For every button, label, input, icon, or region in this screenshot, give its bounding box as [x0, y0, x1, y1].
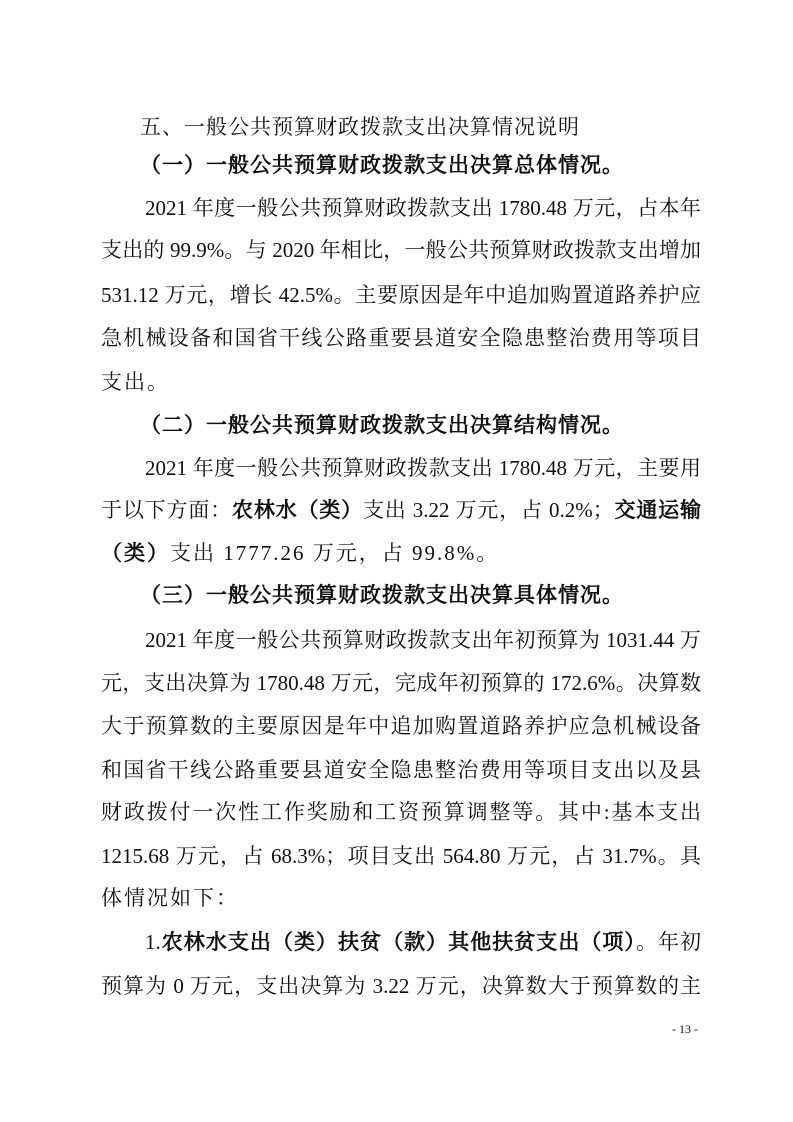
section-heading [140, 152, 624, 178]
bold-text: 农林水支出（类）扶贫（款）其他扶贫支出（项） [160, 930, 636, 954]
section-heading [140, 114, 580, 140]
text: 1215.68 万元，占 68.3%；项目支出 564.80 万元，占 31.7%。具 [101, 844, 701, 868]
paragraph-line [101, 973, 701, 999]
text: （二）一般公共预算财政拨款支出决算结构情况。 [140, 413, 624, 437]
text: 531.12 万元，增长 42.5%。主要原因是年中追加购置道路养护应 [101, 283, 701, 307]
paragraph-line [101, 325, 701, 351]
text: 急机械设备和国省干线公路重要县道安全隐患整治费用等项目 [101, 326, 701, 350]
bold-text: 交通运输 [613, 498, 702, 522]
text: 。年初 [635, 930, 702, 954]
paragraph-line [101, 757, 701, 783]
text: 支出 1777.26 万元，占 99.8%。 [170, 541, 500, 565]
paragraph-line [101, 497, 701, 523]
text: 支出的 99.9%。与 2020 年相比，一般公共预算财政拨款支出增加 [101, 238, 701, 262]
paragraph-line [145, 195, 701, 221]
text: 于以下方面： [101, 498, 232, 522]
bold-text: 农林水（类） [231, 498, 363, 522]
text: 和国省干线公路重要县道安全隐患整治费用等项目支出以及县 [101, 758, 701, 782]
text: 体情况如下： [101, 886, 239, 910]
paragraph-line [101, 540, 499, 566]
text: （一）一般公共预算财政拨款支出决算总体情况。 [140, 153, 624, 177]
paragraph-line [145, 455, 701, 481]
paragraph-line [101, 237, 701, 263]
paragraph-line [101, 843, 701, 869]
text: 1. [145, 930, 161, 954]
text: 预算为 0 万元，支出决算为 3.22 万元，决算数大于预算数的主 [101, 974, 701, 998]
text: 支出 3.22 万元，占 0.2%； [362, 498, 614, 522]
paragraph-line [101, 369, 170, 395]
page-number: - 13 - [672, 1022, 698, 1036]
text: 大于预算数的主要原因是年中追加购置道路养护应急机械设备 [101, 714, 701, 738]
paragraph-line [101, 670, 701, 696]
text: 2021 年度一般公共预算财政拨款支出 1780.48 万元，主要用 [145, 456, 701, 480]
text: 支出。 [101, 370, 170, 394]
paragraph-line [101, 799, 701, 825]
paragraph-line [145, 627, 701, 653]
paragraph-line [101, 282, 701, 308]
bold-text: （类） [101, 541, 170, 565]
text: 五、一般公共预算财政拨款支出决算情况说明 [140, 115, 580, 139]
text: 2021 年度一般公共预算财政拨款支出年初预算为 1031.44 万 [145, 628, 701, 652]
text: 2021 年度一般公共预算财政拨款支出 1780.48 万元，占本年 [145, 196, 701, 220]
paragraph-line [145, 929, 701, 955]
section-heading [140, 582, 624, 608]
text: 财政拨付一次性工作奖励和工资预算调整等。其中:基本支出 [101, 800, 701, 824]
paragraph-line [101, 885, 239, 911]
paragraph-line [101, 713, 701, 739]
text: （三）一般公共预算财政拨款支出决算具体情况。 [140, 583, 624, 607]
section-heading [140, 412, 624, 438]
text: 元，支出决算为 1780.48 万元，完成年初预算的 172.6%。决算数 [101, 671, 701, 695]
